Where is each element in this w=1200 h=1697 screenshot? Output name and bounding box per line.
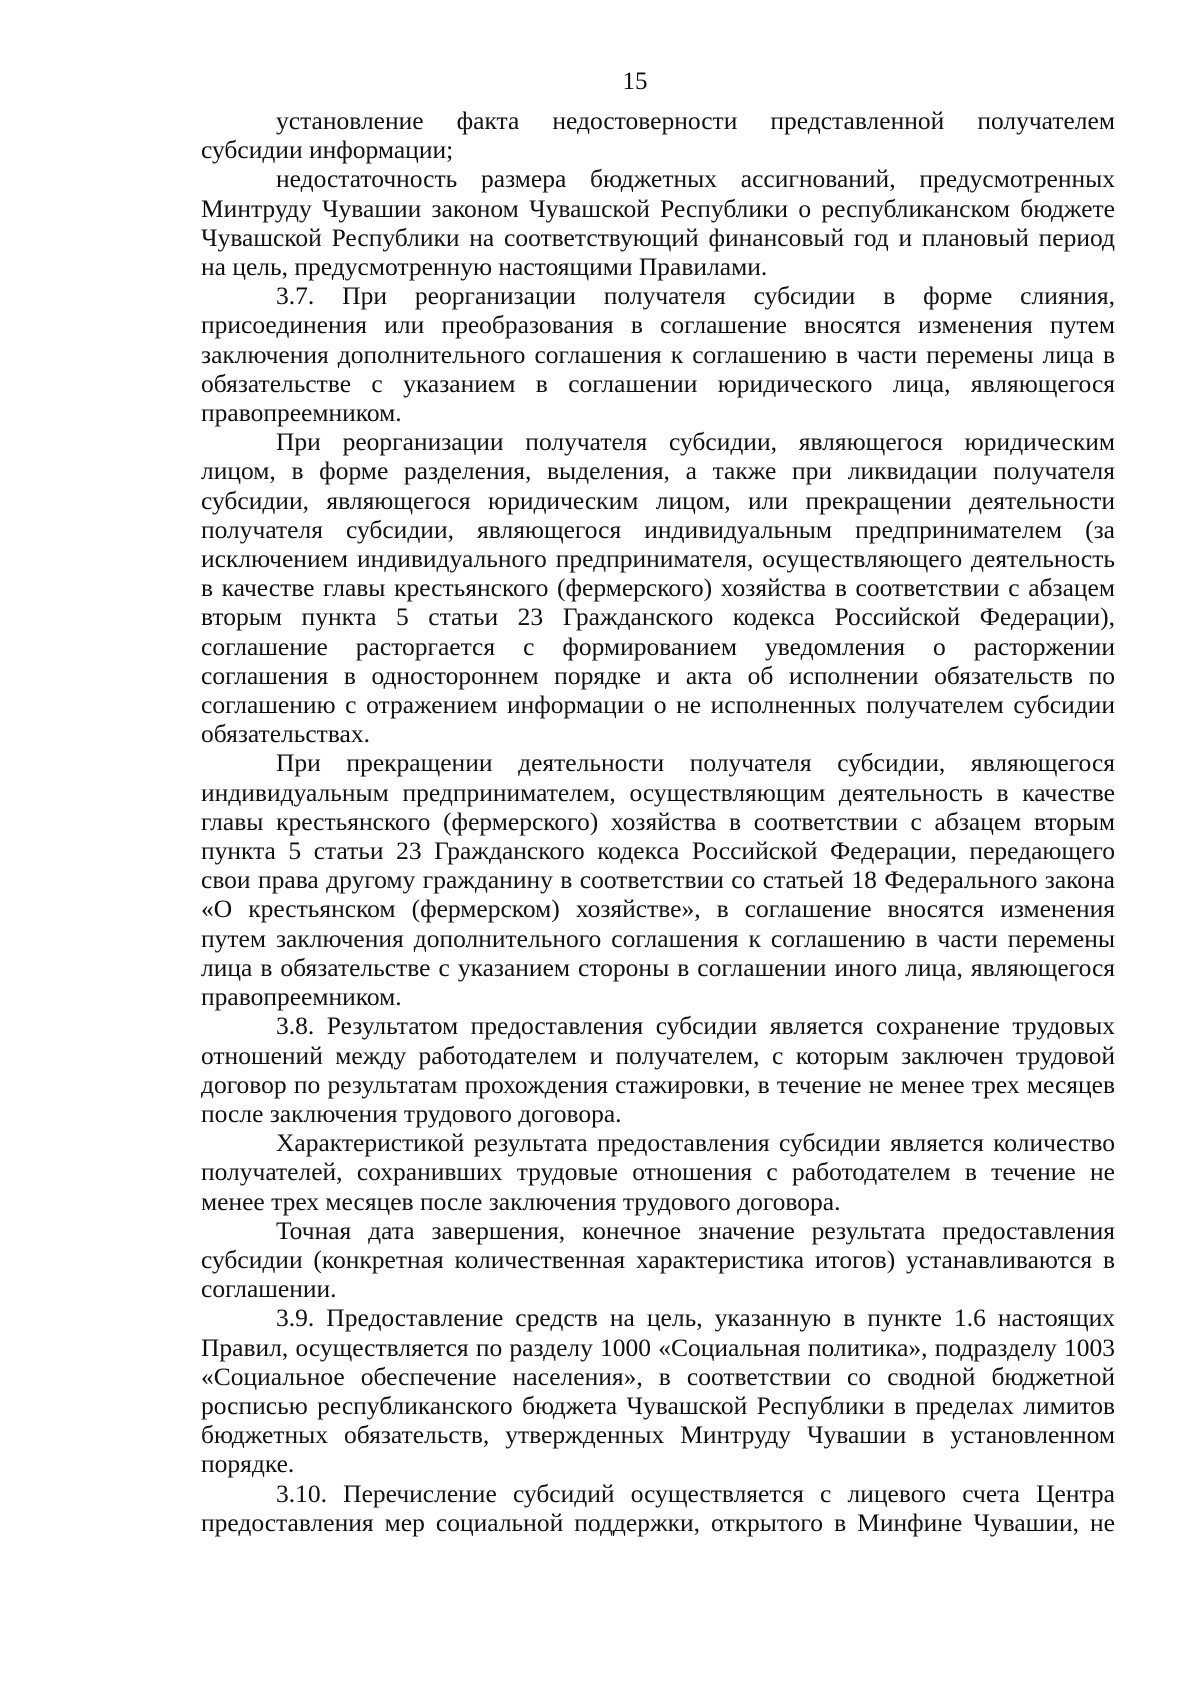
paragraph-unreliable-info: установление факта недостоверности представленной получателем субсидии информации; bbox=[201, 106, 1115, 165]
paragraph-reorganization-termination: При реорганизации получателя субсидии, являющегося юридическим лицом, в форме разделения, выделения, а также при ликвидации получателя субсидии, являющегося юридическим лицом, или прекращении деятельности получателя субсидии, являющегося индивидуальным предпринимателем (за исключением индивидуального предпринимателя, осуществляющего деятельность в качестве главы крестьянского (фермерского) хозяйства в соответствии с абзацем вторым пункта 5 статьи 23 Гражданского кодекса Российской Федерации), соглашение расторгается с формированием уведомления о расторжении соглашения в одностороннем порядке и акта об исполнении обязательств по соглашению с отражением информации о не исполненных получателем субсидии обязательствах. bbox=[201, 427, 1115, 749]
paragraph-result-characteristic: Характеристикой результата предоставления субсидии является количество получателей, сохранивших трудовые отношения с работодателем в течение не менее трех месяцев после заключения трудового договора. bbox=[201, 1128, 1115, 1216]
paragraph-3-9-funding-section: 3.9. Предоставление средств на цель, указанную в пункте 1.6 настоящих Правил, осуществляется по разделу 1000 «Социальная политика», подразделу 1003 «Социальное обеспечение населения», в соответствии со сводной бюджетной росписью республиканского бюджета Чувашской Республики в пределах лимитов бюджетных обязательств, утвержденных Минтруду Чувашии в установленном порядке. bbox=[201, 1303, 1115, 1479]
paragraph-insufficient-budget: недостаточность размера бюджетных ассигнований, предусмотренных Минтруду Чувашии законом Чувашской Республики о республиканском бюджете Чувашской Республики на соответствующий финансовый год и плановый период на цель, предусмотренную настоящими Правилами. bbox=[201, 164, 1115, 282]
paragraph-farm-head-termination: При прекращении деятельности получателя субсидии, являющегося индивидуальным предпринимателем, осуществляющим деятельность в качестве главы крестьянского (фермерского) хозяйства в соответствии с абзацем вторым пункта 5 статьи 23 Гражданского кодекса Российской Федерации, передающего свои права другому гражданину в соответствии со статьей 18 Федерального закона «О крестьянском (фермерском) хозяйстве», в соглашение вносятся изменения путем заключения дополнительного соглашения к соглашению в части перемены лица в обязательстве с указанием стороны в соглашении иного лица, являющегося правопреемником. bbox=[201, 748, 1115, 1012]
page-number: 15 bbox=[622, 68, 648, 95]
paragraph-3-8-result: 3.8. Результатом предоставления субсидии является сохранение трудовых отношений между работодателем и получателем, с которым заключен трудовой договор по результатам прохождения стажировки, в течение не менее трех месяцев после заключения трудового договора. bbox=[201, 1011, 1115, 1128]
paragraph-3-10-transfer: 3.10. Перечисление субсидий осуществляется с лицевого счета Центра предоставления мер социальной поддержки, открытого в Минфине Чувашии, не bbox=[201, 1478, 1115, 1537]
document-body bbox=[201, 106, 1115, 1537]
paragraph-3-7-reorganization: 3.7. При реорганизации получателя субсидии в форме слияния, присоединения или преобразования в соглашение вносятся изменения путем заключения дополнительного соглашения к соглашению в части перемены лица в обязательстве с указанием в соглашении юридического лица, являющегося правопреемником. bbox=[201, 281, 1115, 428]
paragraph-completion-date: Точная дата завершения, конечное значение результата предоставления субсидии (конкретная количественная характеристика итогов) устанавливаются в соглашении. bbox=[201, 1215, 1115, 1304]
